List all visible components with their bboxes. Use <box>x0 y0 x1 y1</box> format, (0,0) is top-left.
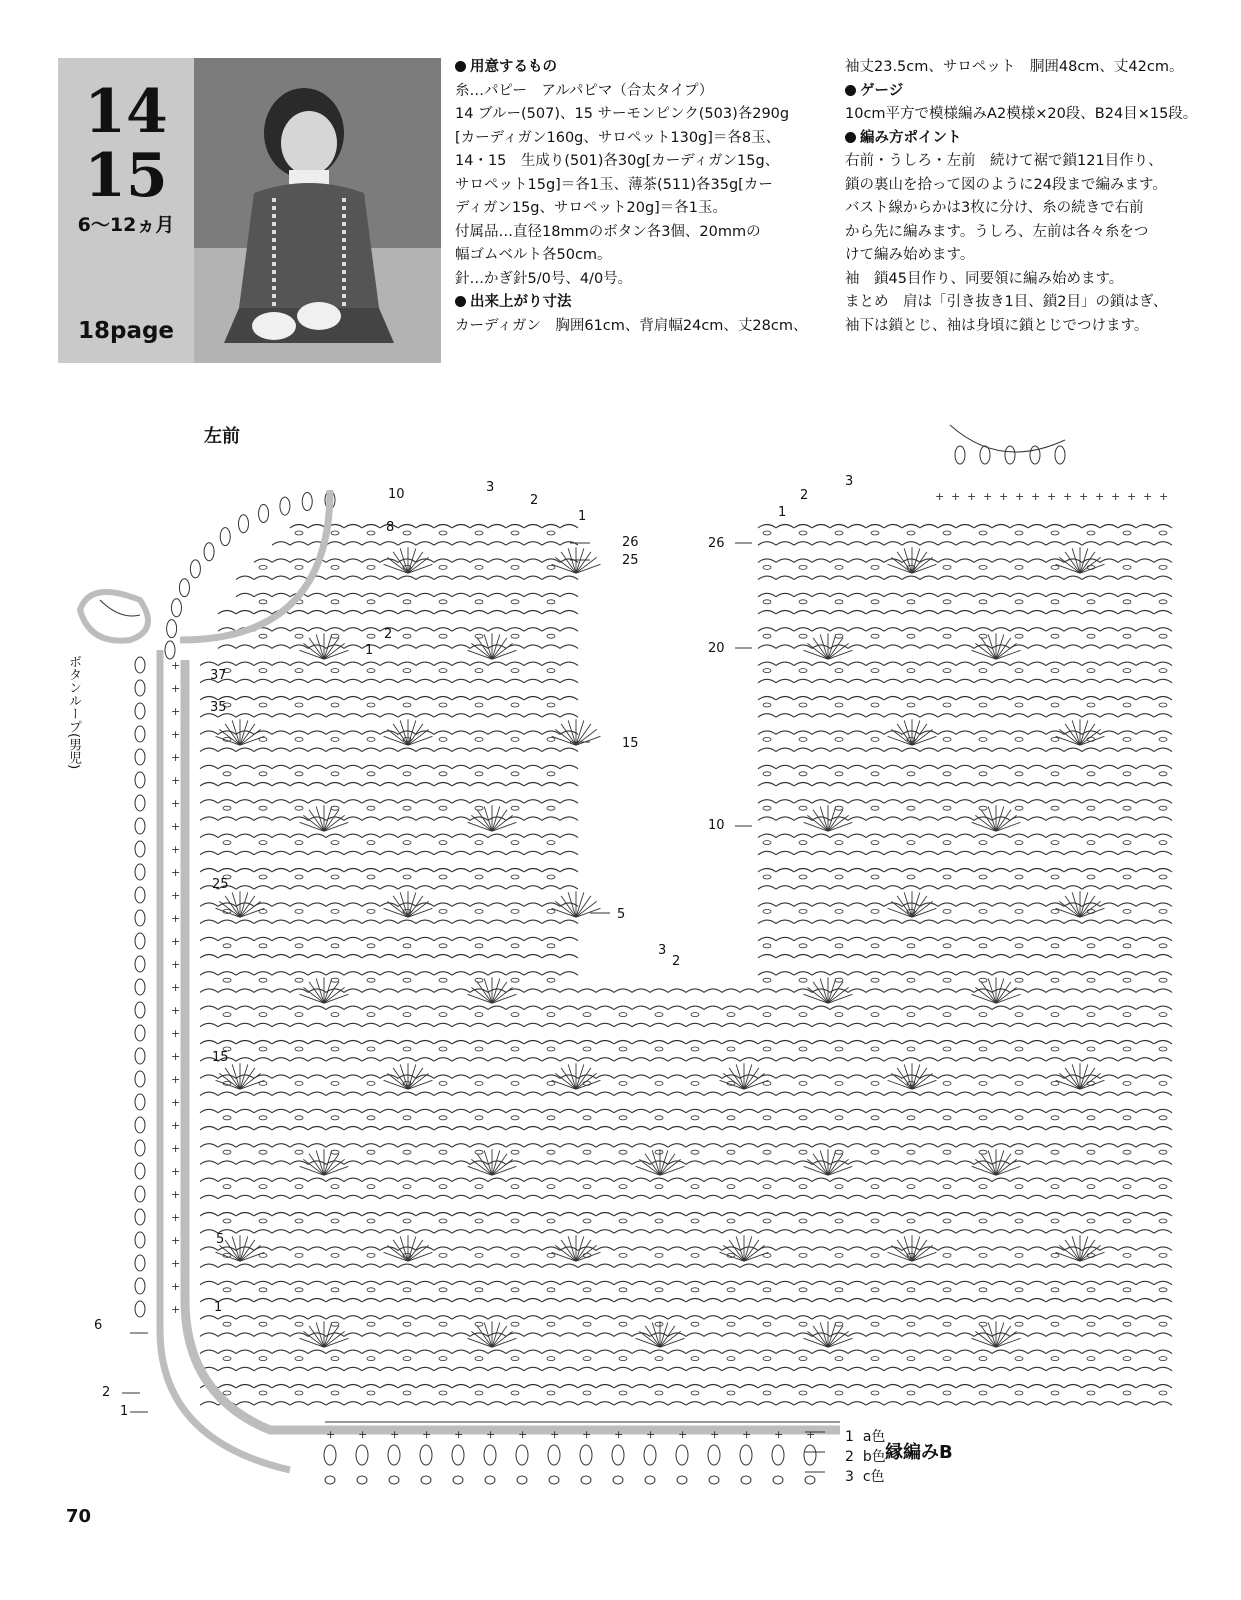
svg-text:+: + <box>935 490 945 503</box>
col2-line-9: 袖 鎖45目作り、同要領に編み始めます。 <box>845 270 1124 287</box>
col1-line-10: 出来上がり寸法 <box>455 291 830 315</box>
left-row-37: 37 <box>210 668 227 683</box>
svg-text:+: + <box>171 889 181 902</box>
svg-text:+: + <box>171 659 181 672</box>
svg-text:+: + <box>1031 490 1041 503</box>
right-row-10: 10 <box>708 818 725 833</box>
mid-row-25: 25 <box>622 553 639 568</box>
svg-text:+: + <box>1159 490 1169 503</box>
col1-line-0: 用意するもの <box>455 56 830 80</box>
svg-text:+: + <box>710 1428 720 1441</box>
bullet-icon <box>455 61 466 72</box>
svg-text:+: + <box>171 1096 181 1109</box>
col1-line-5: サロペット15g]＝各1玉、薄茶(511)各35g[カー <box>455 176 773 193</box>
svg-text:+: + <box>486 1428 496 1441</box>
svg-text:+: + <box>614 1428 624 1441</box>
col2-line-6: バスト線からかは3枚に分け、糸の続きで右前 <box>845 200 1144 216</box>
edge-row-1: 1 <box>120 1404 129 1419</box>
svg-text:+: + <box>1111 490 1121 503</box>
svg-text:+: + <box>171 912 181 925</box>
svg-text:+: + <box>1047 490 1057 503</box>
svg-text:+: + <box>1079 490 1089 503</box>
svg-text:+: + <box>550 1428 560 1441</box>
right-row-26: 26 <box>708 536 725 551</box>
svg-text:+: + <box>1095 490 1105 503</box>
left-row-35: 35 <box>210 700 227 715</box>
edge-row-6: 6 <box>94 1318 103 1333</box>
neck-row-1: 1 <box>365 643 374 658</box>
baby-photo <box>194 58 441 363</box>
svg-text:+: + <box>171 1211 181 1224</box>
mid-row-15: 15 <box>622 736 639 751</box>
svg-text:+: + <box>171 981 181 994</box>
svg-text:+: + <box>1143 490 1153 503</box>
col1-line-9: 針…かぎ針5/0号、4/0号。 <box>455 270 633 287</box>
svg-text:+: + <box>742 1428 752 1441</box>
col1-line-2: 14 ブルー(507)、15 サーモンピンク(503)各290g <box>455 106 790 122</box>
col2-line-4: 右前・うしろ・左前 続けて裾で鎖121目作り、 <box>845 153 1163 169</box>
svg-text:+: + <box>171 1073 181 1086</box>
col1-line-4: 14・15 生成り(501)各30g[カーディガン15g、 <box>455 153 780 169</box>
svg-text:+: + <box>999 490 1009 503</box>
edge-legend-row-2: 2 b色 <box>845 1449 886 1465</box>
mid-row-5: 5 <box>617 907 626 922</box>
col2-line-10: まとめ 肩は「引き抜き1目、鎖2目」の鎖はぎ、 <box>845 294 1168 310</box>
neck-top-2: 2 <box>530 493 539 508</box>
svg-text:+: + <box>171 1280 181 1293</box>
svg-text:+: + <box>171 728 181 741</box>
right-row-20: 20 <box>708 641 725 656</box>
edge-legend-row-1: 1 a色 <box>845 1429 886 1445</box>
col1-line-7: 付属品…直径18mmのボタン各3個、20mmの <box>455 223 761 240</box>
svg-text:+: + <box>967 490 977 503</box>
materials-column <box>455 56 830 338</box>
col2-line-7: から先に編みます。うしろ、左前は各々糸をつ <box>845 223 1149 240</box>
svg-text:+: + <box>1015 490 1025 503</box>
neck-row-8: 8 <box>386 520 395 535</box>
svg-text:+: + <box>171 1142 181 1155</box>
pattern-number-14: 14 <box>84 77 168 147</box>
col1-line-3: [カーディガン160g、サロペット130g]＝各8玉、 <box>455 129 781 146</box>
svg-text:+: + <box>171 774 181 787</box>
svg-text:+: + <box>171 935 181 948</box>
svg-text:+: + <box>171 751 181 764</box>
left-row-5: 5 <box>216 1232 225 1247</box>
col2-line-5: 鎖の裏山を拾って図のように24段まで編みます。 <box>845 176 1167 193</box>
svg-text:+: + <box>171 866 181 879</box>
svg-text:+: + <box>171 1004 181 1017</box>
svg-text:+: + <box>171 705 181 718</box>
svg-text:+: + <box>774 1428 784 1441</box>
col1-line-11: カーディガン 胸囲61cm、背肩幅24cm、丈28cm、 <box>455 317 808 334</box>
edge-pattern-title: 縁編みB <box>885 1442 953 1463</box>
svg-text:+: + <box>582 1428 592 1441</box>
svg-text:+: + <box>171 1303 181 1316</box>
crochet-stitch-chart <box>0 400 1241 1520</box>
col2-line-1: ゲージ <box>845 80 1215 104</box>
svg-text:+: + <box>171 843 181 856</box>
neck-row-2: 2 <box>384 627 393 642</box>
neck-top-1: 1 <box>578 509 587 524</box>
bullet-icon <box>845 132 856 143</box>
svg-text:+: + <box>171 958 181 971</box>
col2-line-11: 袖下は鎖とじ、袖は身頃に鎖とじでつけます。 <box>845 317 1149 334</box>
right-top-2: 2 <box>800 488 809 503</box>
reference-page: 18page <box>77 318 175 344</box>
left-row-15: 15 <box>212 1050 229 1065</box>
svg-text:+: + <box>171 682 181 695</box>
svg-text:+: + <box>326 1428 336 1441</box>
right-top-3: 3 <box>845 474 854 489</box>
svg-text:+: + <box>806 1428 816 1441</box>
col2-line-0: 袖丈23.5cm、サロペット 胴囲48cm、丈42cm。 <box>845 59 1184 75</box>
button-loop-label: ボタンループ(男児) <box>66 655 81 770</box>
bullet-icon <box>845 85 856 96</box>
col1-line-8: 幅ゴムベルト各50cm。 <box>455 247 612 263</box>
instructions-column <box>845 56 1215 338</box>
edge-legend-row-3: 3 c色 <box>845 1469 885 1485</box>
age-range: 6〜12ヵ月 <box>77 214 175 236</box>
svg-text:+: + <box>171 1050 181 1063</box>
col1-line-6: ディガン15g、サロペット20g]＝各1玉。 <box>455 200 728 216</box>
svg-text:+: + <box>678 1428 688 1441</box>
col2-line-8: けて編み始めます。 <box>845 247 975 263</box>
svg-text:+: + <box>171 797 181 810</box>
svg-text:+: + <box>454 1428 464 1441</box>
bullet-icon <box>455 296 466 307</box>
page-number: 70 <box>66 1506 92 1527</box>
col1-line-1: 糸…パピー アルパピマ（合太タイプ） <box>455 82 714 99</box>
svg-text:+: + <box>951 490 961 503</box>
pattern-number-15: 15 <box>84 141 168 211</box>
svg-text:+: + <box>1127 490 1137 503</box>
svg-text:+: + <box>422 1428 432 1441</box>
col2-line-2: 10cm平方で模様編みA2模様×20段、B24目×15段。 <box>845 106 1198 122</box>
svg-text:+: + <box>171 820 181 833</box>
pattern-number-badge <box>58 58 194 363</box>
svg-text:+: + <box>171 1165 181 1178</box>
left-row-1: 1 <box>214 1300 223 1315</box>
svg-text:+: + <box>390 1428 400 1441</box>
edge-row-2: 2 <box>102 1385 111 1400</box>
col2-line-3: 編み方ポイント <box>845 127 1215 151</box>
svg-text:+: + <box>171 1257 181 1270</box>
svg-text:+: + <box>358 1428 368 1441</box>
neck-top-3: 3 <box>486 480 495 495</box>
svg-text:+: + <box>171 1188 181 1201</box>
mid-row-2: 2 <box>672 954 681 969</box>
left-row-25: 25 <box>212 877 229 892</box>
svg-text:+: + <box>1063 490 1073 503</box>
svg-text:+: + <box>171 1027 181 1040</box>
svg-text:+: + <box>983 490 993 503</box>
svg-text:+: + <box>171 1234 181 1247</box>
svg-text:+: + <box>646 1428 656 1441</box>
svg-text:+: + <box>171 1119 181 1132</box>
neck-row-10: 10 <box>388 487 405 502</box>
chart-title: 左前 <box>204 426 240 447</box>
svg-text:+: + <box>518 1428 528 1441</box>
mid-row-26: 26 <box>622 535 639 550</box>
mid-row-3: 3 <box>658 943 667 958</box>
right-top-1: 1 <box>778 505 787 520</box>
